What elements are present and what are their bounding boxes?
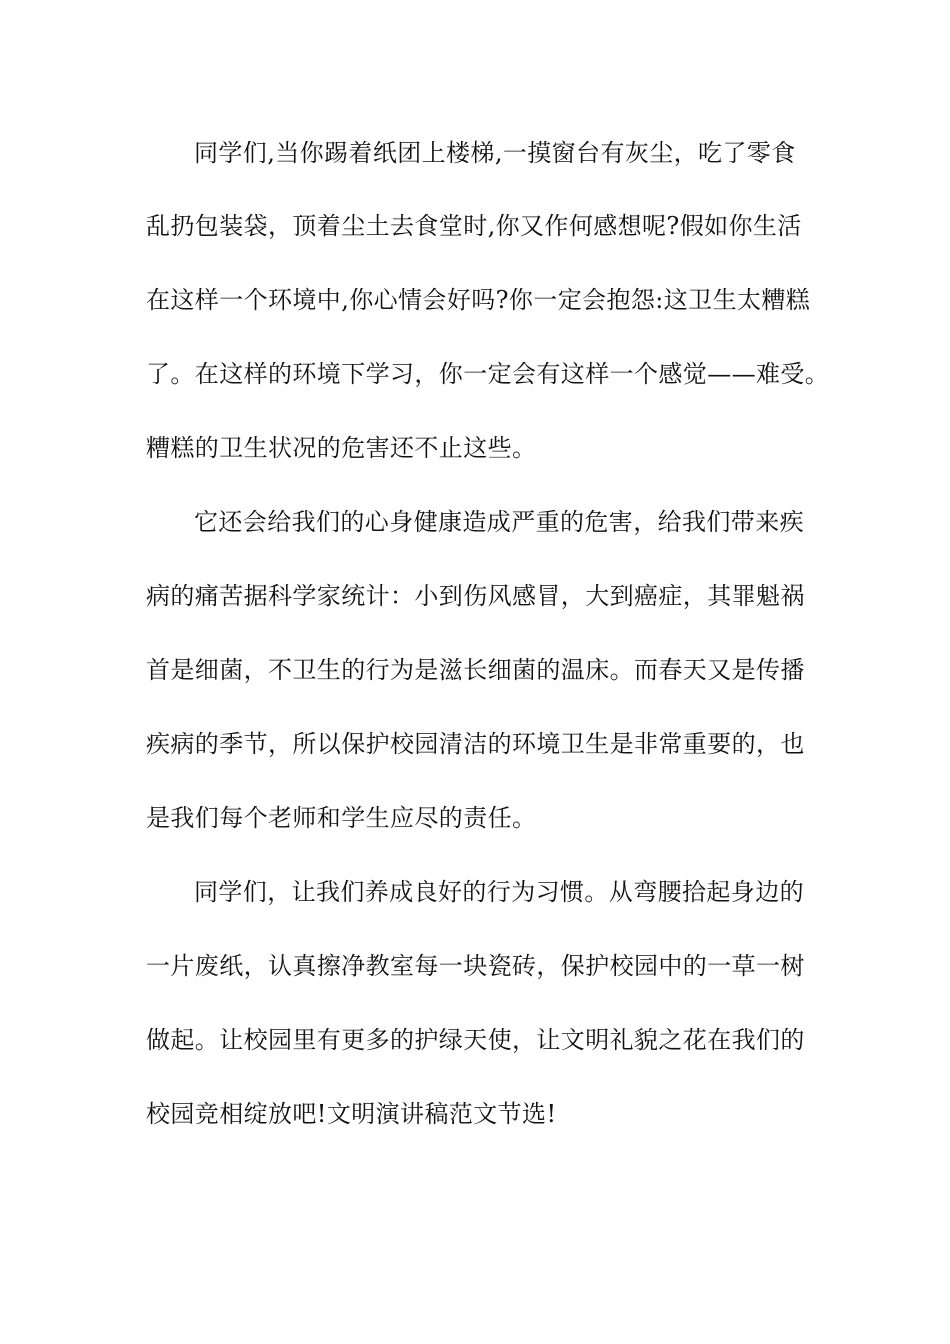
paragraph-1-line-1: 同学们,当你踢着纸团上楼梯,一摸窗台有灰尘，吃了零食 — [194, 139, 796, 167]
paragraph-1-line-2: 乱扔包装袋，顶着尘土去食堂时,你又作何感想呢?假如你生活 — [146, 212, 802, 240]
paragraph-1-line-3: 在这样一个环境中,你心情会好吗?你一定会抱怨:这卫生太糟糕 — [146, 286, 811, 314]
paragraph-1-line-4: 了。在这样的环境下学习，你一定会有这样一个感觉——难受。 — [146, 360, 830, 388]
paragraph-3-line-4: 校园竞相绽放吧!文明演讲稿范文节选! — [146, 1100, 557, 1128]
paragraph-3-line-1: 同学们，让我们养成良好的行为习惯。从弯腰拾起身边的 — [194, 878, 804, 906]
paragraph-2-line-2: 病的痛苦据科学家统计：小到伤风感冒，大到癌症，其罪魁祸 — [146, 582, 805, 610]
paragraph-3-line-2: 一片废纸，认真擦净教室每一块瓷砖，保护校园中的一草一树 — [146, 952, 805, 980]
paragraph-2-line-5: 是我们每个老师和学生应尽的责任。 — [146, 804, 537, 832]
paragraph-2-line-1: 它还会给我们的心身健康造成严重的危害，给我们带来疾 — [194, 508, 804, 536]
paragraph-2-line-4: 疾病的季节，所以保护校园清洁的环境卫生是非常重要的，也 — [146, 730, 805, 758]
paragraph-1-line-5: 糟糕的卫生状况的危害还不止这些。 — [146, 434, 537, 462]
paragraph-3-line-3: 做起。让校园里有更多的护绿天使，让文明礼貌之花在我们的 — [146, 1026, 805, 1054]
paragraph-2-line-3: 首是细菌，不卫生的行为是滋长细菌的温床。而春天又是传播 — [146, 656, 805, 684]
